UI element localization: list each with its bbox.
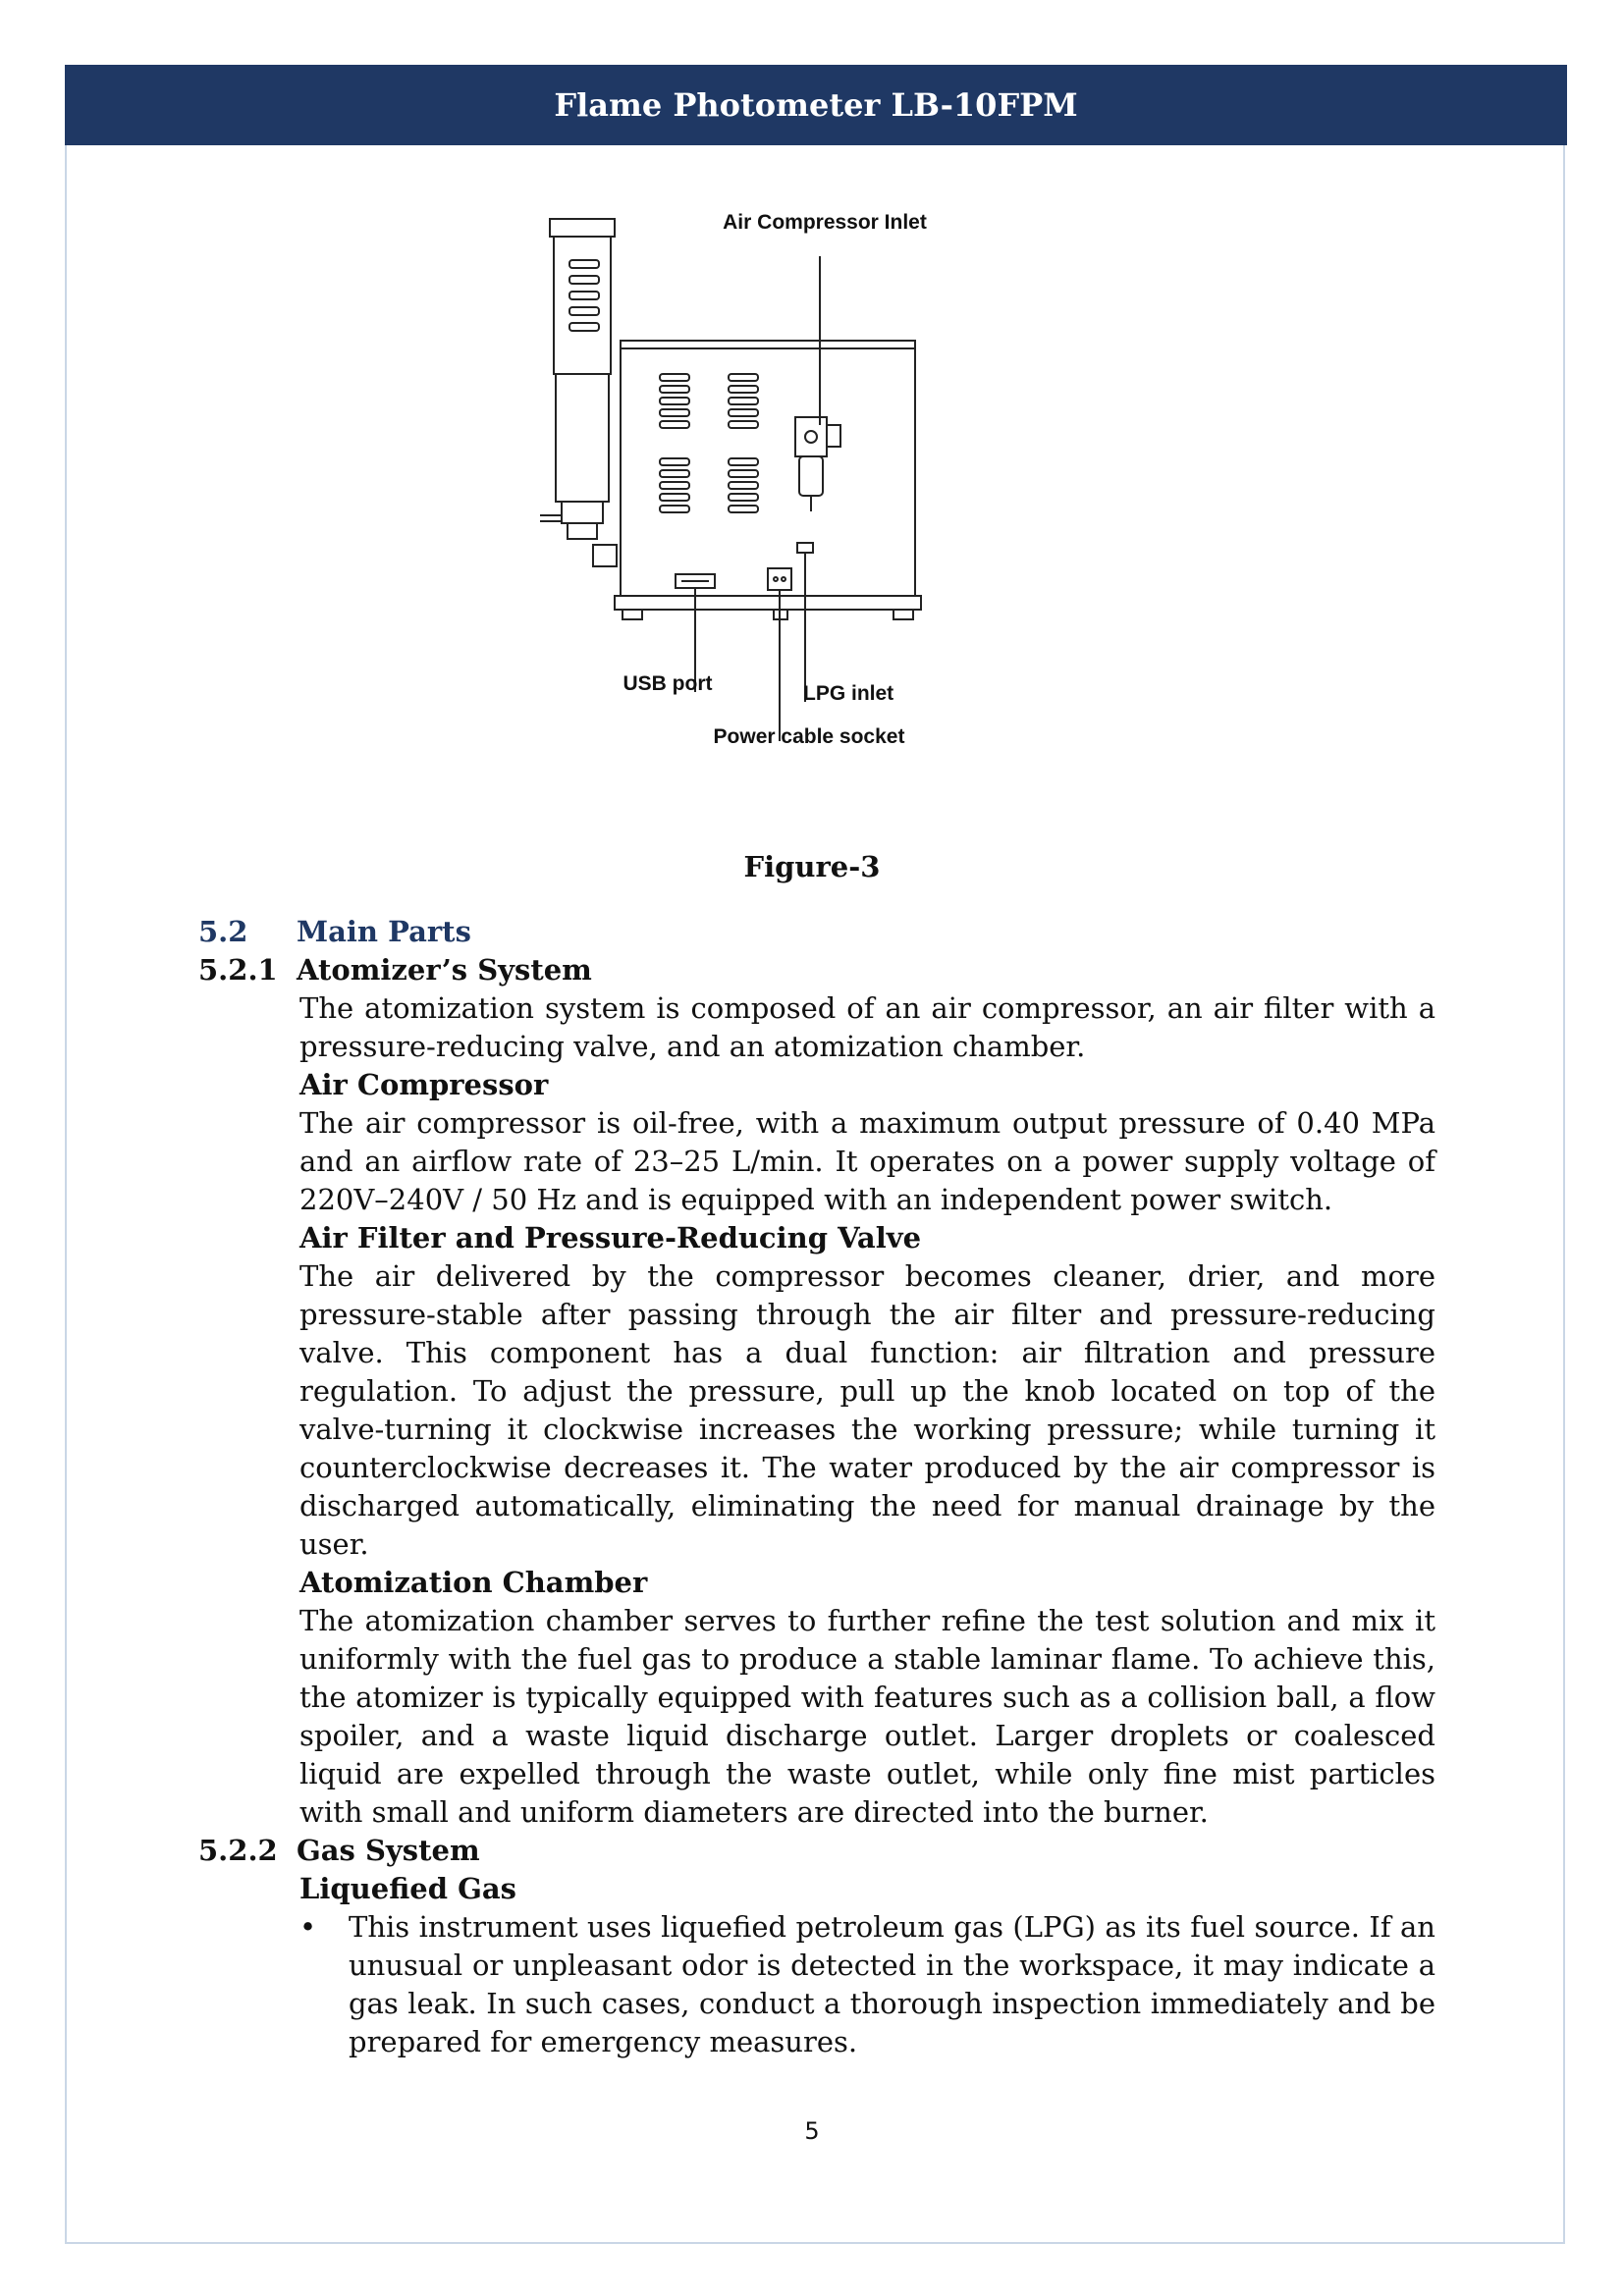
chimney-cap — [550, 219, 615, 237]
chimney-vents — [569, 260, 599, 331]
header-bar — [65, 65, 1567, 145]
paragraph-atomization-chamber: The atomization chamber serves to further refine the test solution and mix it uniformly with the fuel gas to produce a stable laminar flame. To achieve this, the atomizer is typically equipped with features such as a collision ball, a flow spoiler, and a waste liquid discharge outlet. Larger droplets or coalesced liquid are expelled through the waste outlet, while only fine mist particles with small and uniform diameters are directed into the burner. — [299, 1604, 1435, 1829]
subsection-heading-522 — [198, 1832, 1435, 1870]
paragraph-air-compressor: The air compressor is oil-free, with a maximum output pressure of 0.40 MPa and an airflow rate of 23–25 L/min. It operates on a power supply voltage of 220V–240V / 50 Hz and is equipped with an independent power switch. — [299, 1106, 1435, 1216]
subsection-heading-521 — [198, 951, 1435, 989]
bullet-text: This instrument uses liquefied petroleum gas (LPG) as its fuel source. If an unusual or unpleasant odor is detected in the workspace, it may indicate a gas leak. In such cases, conduct a thorough inspection immediately and be prepared for emergency measures. — [349, 1910, 1435, 2058]
subsection-title: Gas System — [297, 1834, 480, 1867]
body-vents-lower — [660, 458, 758, 512]
heading-liquefied-gas: Liquefied Gas — [299, 1872, 517, 1905]
label-lpg-inlet: LPG inlet — [803, 682, 894, 705]
section-heading — [198, 913, 1435, 951]
burner-column — [556, 374, 609, 502]
main-content — [198, 913, 1435, 2061]
bullet-item — [299, 1908, 1435, 2061]
heading-air-filter: Air Filter and Pressure-Reducing Valve — [299, 1221, 922, 1255]
subsection-title: Atomizer’s System — [297, 953, 592, 987]
chimney — [554, 237, 611, 374]
filter-regulator — [795, 417, 827, 456]
paragraph-intro: The atomization system is composed of an air compressor, an air filter with a pressure-reducing valve, and an atomization chamber. — [299, 991, 1435, 1063]
base-plate — [615, 596, 921, 610]
label-air-compressor-inlet: Air Compressor Inlet — [723, 211, 927, 234]
section-title: Main Parts — [297, 915, 471, 948]
subsection-number: 5.2.2 — [198, 1834, 278, 1867]
label-power-cable-socket: Power cable socket — [713, 725, 905, 748]
heading-air-compressor: Air Compressor — [299, 1068, 549, 1101]
paragraph-air-filter: The air delivered by the compressor becomes cleaner, drier, and more pressure-stable after passing through the air filter and pressure-reducing valve. This component has a dual function: air filtration and pressure regulation. To adjust the pressure, pull up the knob located on top of the valve-turning it clockwise increases the working pressure; while turning it counterclockwise decreases it. The water produced by the air compressor is discharged automatically, eliminating the need for manual drainage by the user. — [299, 1259, 1435, 1561]
subsection-body-521 — [299, 989, 1435, 1832]
subsection-number: 5.2.1 — [198, 953, 278, 987]
page-number: 5 — [804, 2117, 820, 2145]
document-title: Flame Photometer LB-10FPM — [554, 86, 1078, 124]
body-vents-upper — [660, 374, 758, 428]
main-body — [621, 341, 915, 596]
instrument-diagram — [511, 201, 1060, 771]
figure-caption: Figure-3 — [743, 850, 881, 883]
heading-atomization-chamber: Atomization Chamber — [299, 1566, 648, 1599]
bullet-symbol: • — [299, 1910, 317, 1944]
label-usb-port: USB port — [623, 672, 713, 695]
power-socket-shape — [768, 568, 791, 590]
section-number: 5.2 — [198, 915, 248, 948]
lpg-fitting — [797, 543, 813, 553]
